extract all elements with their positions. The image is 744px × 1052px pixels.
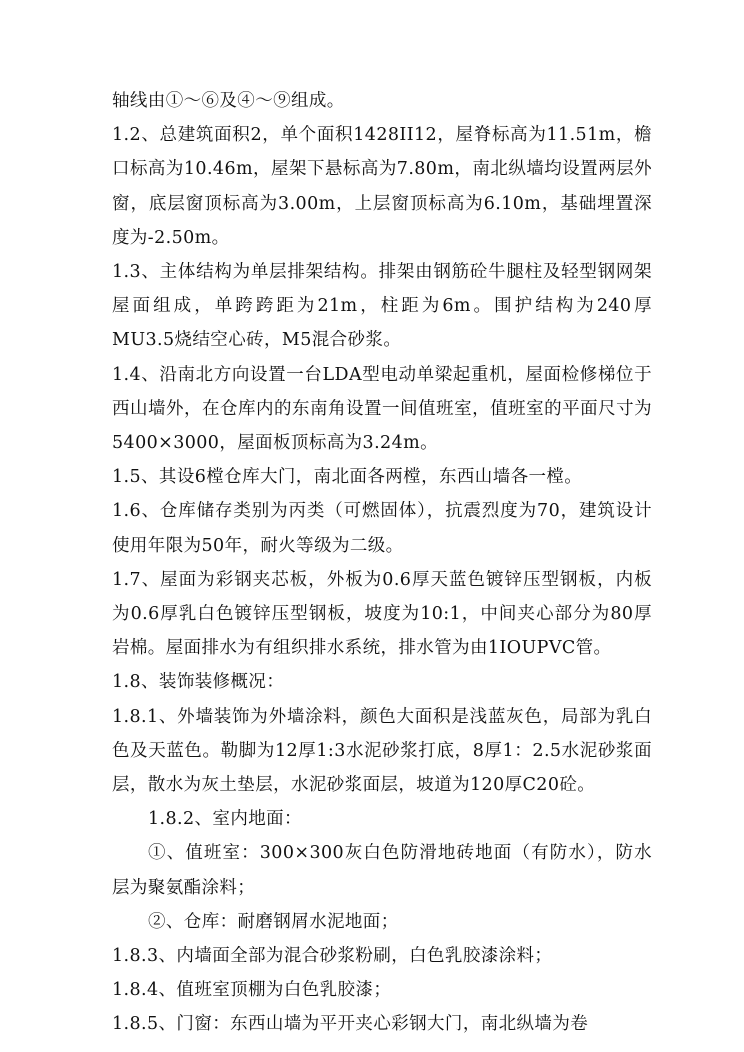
paragraph-item-warehouse: ②、仓库：耐磨钢屑水泥地面； bbox=[148, 911, 399, 932]
paragraph-1-8-5: 1.8.5、门窗：东西山墙为平开夹心彩钢大门，南北纵墙为卷 bbox=[112, 1014, 589, 1035]
paragraph-1-8-3: 1.8.3、内墙面全部为混合砂浆粉刷，白色乳胶漆涂料； bbox=[112, 946, 553, 967]
paragraph-1-7: 1.7、屋面为彩钢夹芯板，外板为0.6厚天蓝色镀锌压型钢板，内板为0.6厚乳白色镀锌压型钢板，坡度为10:1，中间夹心部分为80厚岩棉。屋面排水为有组织排水系统，排水管为由1IOUPVC管。 bbox=[112, 569, 652, 659]
paragraph-axis: 轴线由①～⑥及④～⑨组成。 bbox=[112, 91, 345, 111]
paragraph-1-5: 1.5、其设6樘仓库大门，南北面各两樘，东西山墙各一樘。 bbox=[112, 467, 583, 488]
body-text bbox=[112, 84, 652, 1042]
paragraph-1-8-2: 1.8.2、室内地面： bbox=[148, 809, 302, 830]
paragraph-1-3: 1.3、主体结构为单层排架结构。排架由钢筋砼牛腿柱及轻型钢网架屋面组成，单跨跨距为21m，柱距为6m。围护结构为240厚MU3.5烧结空心砖，M5混合砂浆。 bbox=[112, 262, 652, 351]
paragraph-1-4: 1.4、沿南北方向设置一台LDA型电动单梁起重机，屋面检修梯位于西山墙外，在仓库内的东南角设置一间值班室，值班室的平面尺寸为5400×3000，屋面板顶标高为3.24m。 bbox=[112, 364, 652, 454]
paragraph-1-6: 1.6、仓库储存类别为丙类（可燃固体），抗震烈度为70，建筑设计使用年限为50年，耐火等级为二级。 bbox=[112, 501, 652, 556]
paragraph-1-8-4: 1.8.4、值班室顶棚为白色乳胶漆； bbox=[112, 980, 392, 1001]
paragraph-1-8: 1.8、装饰装修概况： bbox=[112, 672, 285, 693]
paragraph-1-8-1: 1.8.1、外墙装饰为外墙涂料，颜色大面积是浅蓝灰色，局部为乳白色及天蓝色。勒脚为12厚1:3水泥砂浆打底，8厚1：2.5水泥砂浆面层，散水为灰土垫层，水泥砂浆面层，坡道为120厚C20砼。 bbox=[112, 706, 652, 796]
paragraph-1-2: 1.2、总建筑面积2，单个面积1428II12，屋脊标高为11.51m，檐口标高为10.46m，屋架下悬标高为7.80m，南北纵墙均设置两层外窗，底层窗顶标高为3.00m，上层窗顶标高为6.10m，基础埋置深度为-2.50m。 bbox=[112, 125, 652, 248]
paragraph-item-duty-room: ①、值班室：300×300灰白色防滑地砖地面（有防水），防水层为聚氨酯涂料； bbox=[112, 843, 652, 898]
